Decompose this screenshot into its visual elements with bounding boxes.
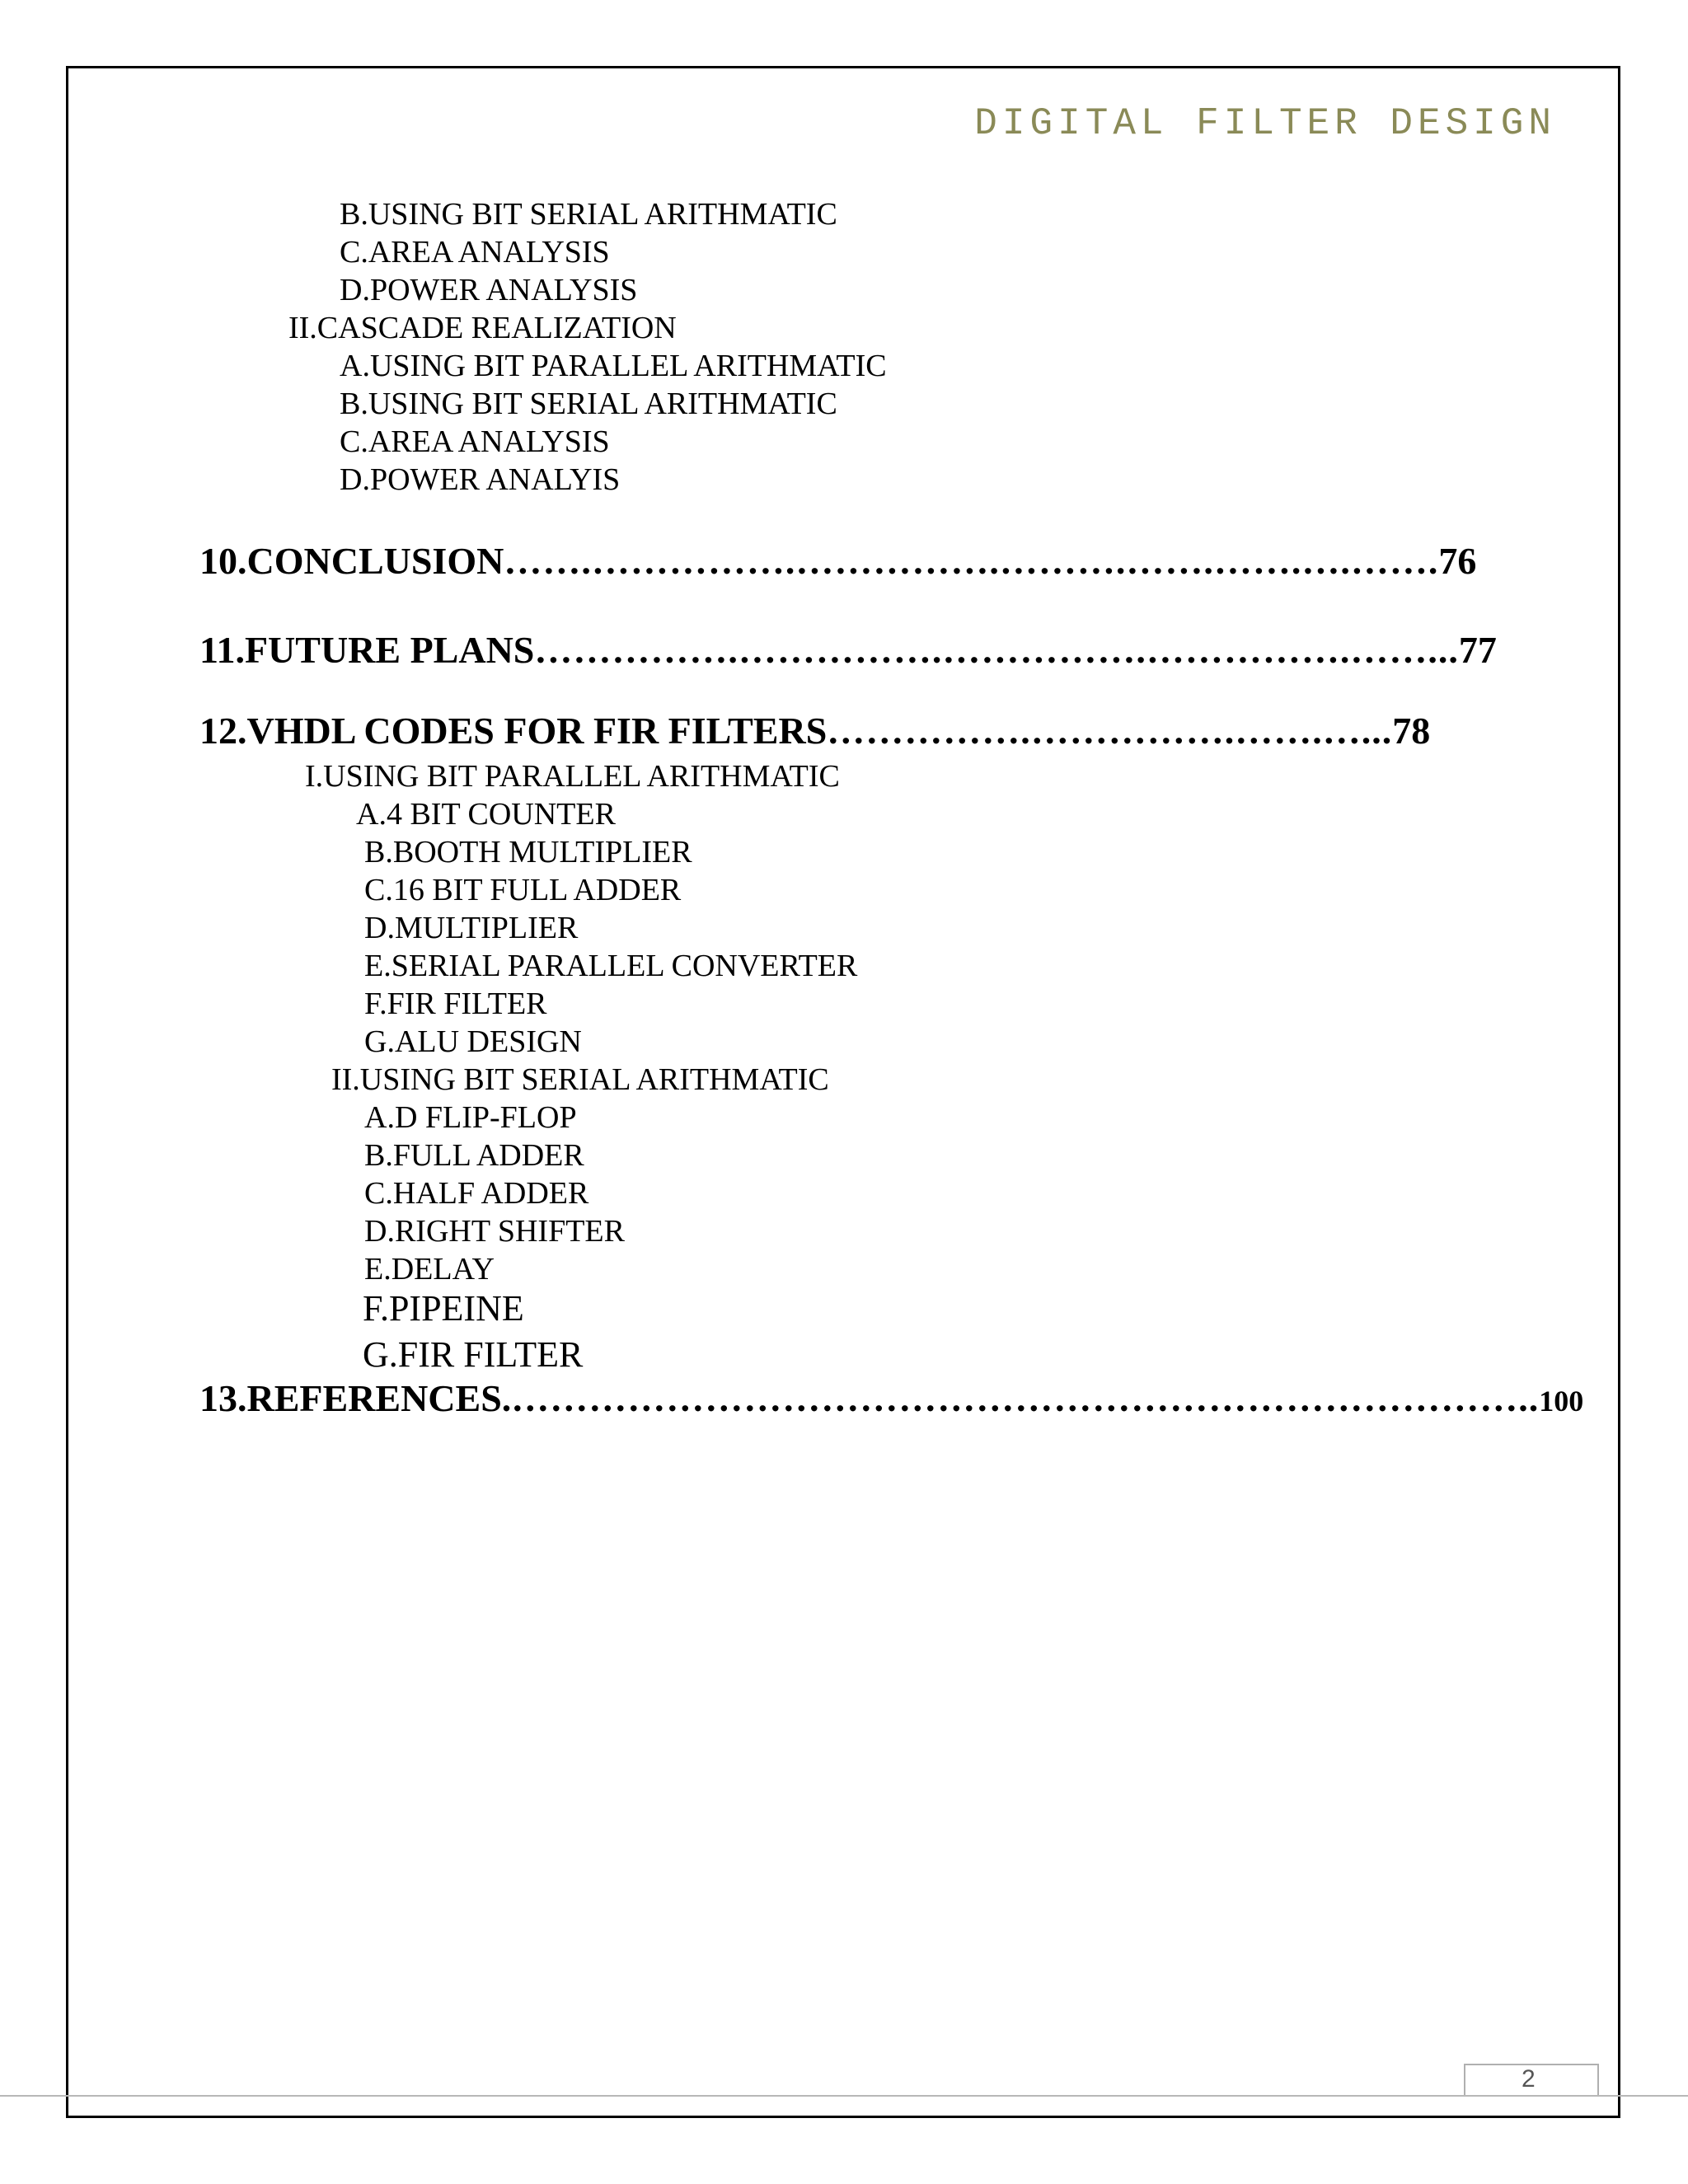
toc-sub-entry: D.RIGHT SHIFTER xyxy=(364,1214,625,1249)
toc-entry-label: 12.VHDL CODES FOR FIR FILTERS xyxy=(199,710,828,752)
toc-entry-vhdl-codes xyxy=(199,709,1430,752)
toc-leader-dots: …………….…………….…….…... xyxy=(827,710,1393,752)
toc-entry-label: 13.REFERENCES. xyxy=(199,1377,512,1419)
toc-sub-entry: A.USING BIT PARALLEL ARITHMATIC xyxy=(340,349,887,383)
toc-sub-entry: E.SERIAL PARALLEL CONVERTER xyxy=(364,949,858,983)
toc-sub-entry: C.AREA ANALYSIS xyxy=(340,235,610,269)
toc-page-number: 77 xyxy=(1458,629,1497,671)
toc-section-entry: I.USING BIT PARALLEL ARITHMATIC xyxy=(305,759,840,794)
toc-entry-conclusion xyxy=(199,539,1476,583)
toc-sub-entry: C.HALF ADDER xyxy=(364,1176,589,1211)
toc-entry-future-plans xyxy=(199,628,1497,672)
toc-sub-entry: F.FIR FILTER xyxy=(364,987,547,1021)
toc-section-entry: II.USING BIT SERIAL ARITHMATIC xyxy=(331,1062,829,1097)
toc-sub-entry: C.AREA ANALYSIS xyxy=(340,424,610,459)
toc-entry-label: 11.FUTURE PLANS xyxy=(199,629,535,671)
toc-page-number: 78 xyxy=(1392,710,1431,752)
toc-entry-label: 10.CONCLUSION xyxy=(199,540,504,582)
footer-rule xyxy=(0,2095,1688,2097)
toc-leader-dots: …………………………………………………………………….. xyxy=(511,1377,1540,1419)
toc-sub-entry: D.MULTIPLIER xyxy=(364,911,579,945)
toc-sub-entry: G.ALU DESIGN xyxy=(364,1024,582,1059)
toc-page-number: 76 xyxy=(1438,540,1477,582)
page-number: 2 xyxy=(1522,2065,1536,2093)
toc-sub-entry: G.FIR FILTER xyxy=(363,1334,584,1375)
toc-sub-entry: B.BOOTH MULTIPLIER xyxy=(364,835,692,869)
running-header: DIGITAL FILTER DESIGN xyxy=(974,102,1556,145)
toc-sub-entry: B.USING BIT SERIAL ARITHMATIC xyxy=(340,387,837,421)
toc-sub-entry: B.USING BIT SERIAL ARITHMATIC xyxy=(340,197,837,232)
toc-entry-references xyxy=(199,1376,1583,1420)
toc-sub-entry: C.16 BIT FULL ADDER xyxy=(364,873,682,907)
toc-sub-entry: A.D FLIP-FLOP xyxy=(364,1100,577,1135)
toc-leader-dots: …….…………….…………….……….…….…….….……. xyxy=(504,540,1439,582)
toc-sub-entry: A.4 BIT COUNTER xyxy=(356,797,616,832)
toc-sub-entry: B.FULL ADDER xyxy=(364,1138,584,1173)
toc-section-entry: II.CASCADE REALIZATION xyxy=(288,311,677,345)
toc-sub-entry: D.POWER ANALYSIS xyxy=(340,273,638,307)
toc-page-number: 100 xyxy=(1539,1385,1584,1418)
toc-leader-dots: …………….…………….…………….…………….……... xyxy=(534,629,1459,671)
toc-sub-entry: F.PIPEINE xyxy=(363,1288,524,1329)
toc-sub-entry: E.DELAY xyxy=(364,1252,495,1286)
toc-sub-entry: D.POWER ANALYIS xyxy=(340,462,621,497)
